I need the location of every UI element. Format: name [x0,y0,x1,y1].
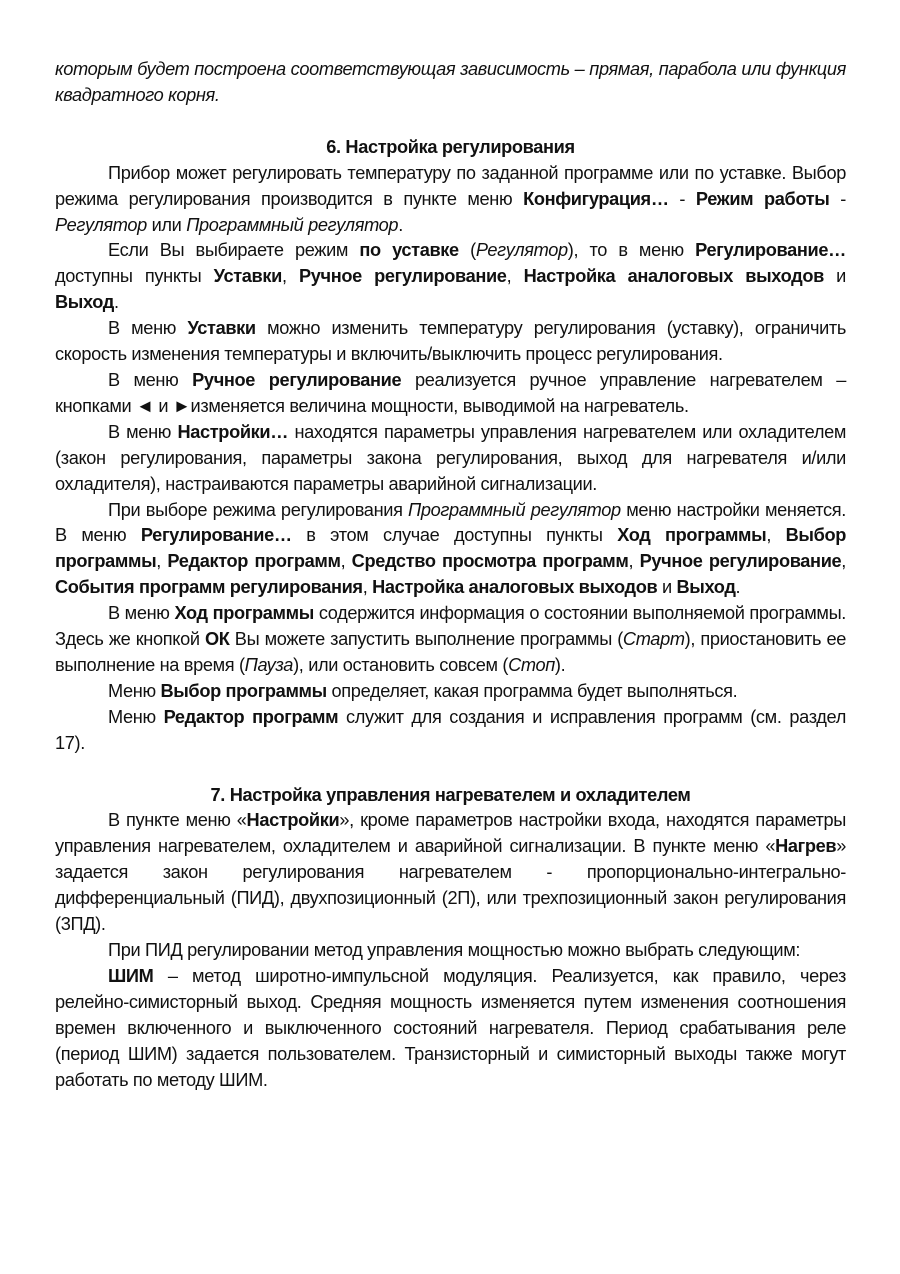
text: - [668,188,696,209]
text: определяет, какая программа будет выполняться. [326,680,738,701]
text: », кроме параметров настройки входа, находятся параметры управления нагревателем, охладителем и аварийной сигнализации. В пункте меню « [55,810,846,857]
text: , [362,577,373,598]
text: реализуется ручное управление нагревателем – кнопками [55,369,846,416]
text: и [823,266,846,287]
text: содержится информация о состоянии выполняемой программы. Здесь же кнопкой [55,603,846,650]
text: Прибор может регулировать температуру по заданной программе или по уставке. Выбор режима регулирования производится в пункте меню [55,162,846,209]
menu-term: Регулирование… [140,525,292,546]
menu-term: Настройки [246,810,340,831]
mode-term: Программный регулятор [186,214,399,235]
text: . [398,214,403,235]
mode-term: Пауза [244,654,294,675]
s6-paragraph-5 [55,420,846,498]
text: Меню [108,680,161,701]
text: можно изменить температуру регулирования (уставку), ограничить скорость изменения температуры и включить/выключить процесс регулирования. [55,318,847,365]
text: доступны пункты [55,266,214,287]
menu-term: Уставки [187,318,256,339]
s6-paragraph-2 [55,238,846,316]
text: , [506,266,524,287]
text: ). [554,654,566,675]
text: и [657,577,677,598]
text: изменяется величина мощности, выводимой на нагреватель. [190,395,689,416]
s6-paragraph-3 [55,316,846,368]
menu-term: Настройка аналоговых выходов [523,266,824,287]
s6-paragraph-7 [55,601,846,679]
menu-term: Настройка аналоговых выходов [372,577,658,598]
menu-term: События программ регулирования [55,577,363,598]
text: , [628,551,640,572]
left-arrow-icon: ◄ [136,395,154,416]
s6-paragraph-8 [55,679,846,705]
text: В меню [108,603,175,624]
spacer [55,757,846,783]
text: » задается закон регулирования нагревателем - пропорционально-интегрально-дифференциальный (ПИД), двухпозиционный (2П), или трехпозиционный закон регулирования (3ПД). [55,836,846,935]
mode-term: Регулятор [475,240,568,261]
menu-term: Редактор программ [167,551,341,572]
mode-term: Программный регулятор [408,499,621,520]
menu-term: Выход [676,577,736,598]
menu-term: Ручное регулирование [639,551,842,572]
menu-term: Средство просмотра программ [351,551,629,572]
s6-paragraph-9 [55,705,846,757]
method-term: ШИМ [108,965,154,986]
menu-term: по уставке [359,240,459,261]
s6-paragraph-4 [55,368,846,420]
menu-term: Режим работы [695,188,830,209]
mode-term: Старт [622,629,685,650]
menu-term: Уставки [213,266,282,287]
menu-term: Настройки… [177,421,289,442]
spacer [55,109,846,135]
text: , [281,266,299,287]
menu-term: Нагрев [775,836,837,857]
intro-paragraph: которым будет построена соответствующая зависимость – прямая, парабола или функция квадратного корня. [55,59,846,105]
s7-paragraph-3 [55,964,846,1094]
mode-term: Регулятор [55,214,147,235]
text: . [114,292,119,313]
s7-paragraph-2 [55,938,846,964]
text: ), приостановить ее выполнение на время ( [55,629,846,675]
menu-term: Ручное регулирование [192,369,402,390]
text: Меню [108,706,164,727]
menu-term: Редактор программ [163,706,339,727]
menu-term: Ход программы [617,525,767,546]
text: - [829,188,846,209]
text: меню настройки меняется. В меню [55,499,846,546]
right-arrow-icon: ► [172,395,191,416]
text: При ПИД регулировании метод управления мощностью можно выбрать следующим: [108,940,801,960]
s7-paragraph-1 [55,808,846,938]
menu-term: Регулирование… [695,240,846,261]
text: , [156,551,168,572]
text: При выборе режима регулирования [108,499,409,520]
menu-term: Конфигурация… [523,188,669,209]
s6-paragraph-6 [55,498,846,602]
button-term: ОК [204,629,230,650]
menu-term: Ручное регулирование [298,266,507,287]
text: . [735,577,741,598]
text: , [340,551,352,572]
text: Если Вы выбираете режим [108,240,360,261]
menu-term: Ход программы [174,603,314,624]
section-7-heading: 7. Настройка управления нагревателем и охладителем [210,784,691,805]
menu-term: Выбор программы [55,525,847,572]
section-6-heading: 6. Настройка регулирования [326,136,575,157]
text: и [153,395,173,416]
menu-term: Выход [55,292,114,313]
mode-term: Стоп [508,654,555,675]
text: – метод широтно-импульсной модуляция. Реализуется, как правило, через релейно-симисторный выход. Средняя мощность изменяется путем изменения соотношения времен включенного и выключенного состояний нагревателя. Период срабатывания реле (период ШИМ) задается пользователем. Транзисторный и симисторный выходы также могут работать по методу ШИМ. [55,965,846,1090]
text: В пункте меню « [108,810,247,831]
document-page [55,57,846,1093]
text: , [841,551,846,572]
text: ), или остановить совсем ( [293,654,509,675]
text: Вы можете запустить выполнение программы ( [229,629,623,650]
text: ( [458,240,476,261]
menu-term: Выбор программы [160,680,327,701]
s6-paragraph-1 [55,161,846,239]
text: В меню [108,421,178,442]
text: или [146,214,187,235]
text: ), то в меню [567,240,696,261]
text: в этом случае доступны пункты [291,525,618,546]
text: служит для создания и исправления программ (см. раздел 17). [55,706,846,753]
text: , [766,525,786,546]
text: находятся параметры управления нагревателем или охладителем (закон регулирования, параметры закона регулирования, выход для нагревателя и/или охладителя), настраиваются параметры аварийной сигнализации. [55,421,847,494]
text: В меню [108,369,193,390]
text: В меню [108,318,188,339]
